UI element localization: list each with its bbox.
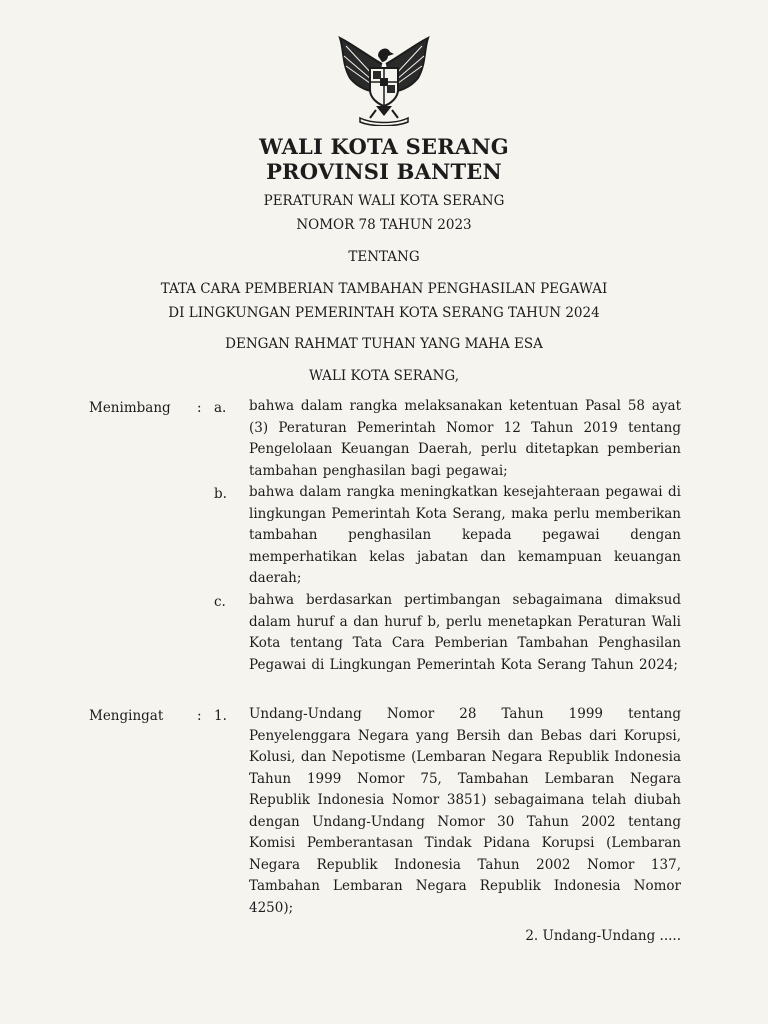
menimbang-item-marker: b. <box>214 486 227 502</box>
menimbang-colon: : <box>197 400 202 416</box>
mengingat-item-marker: 1. <box>214 708 227 724</box>
menimbang-item-text: bahwa dalam rangka melaksanakan ketentuan Pasal 58 ayat (3) Peraturan Pemerintah Nomor 12 Tahun 2019 tentang Pengelolaan Keuangan Daerah, perlu ditetapkan pemberian tambahan penghasilan bagi pegawai; <box>249 398 681 479</box>
mengingat-label: Mengingat <box>89 708 164 724</box>
blessing-line: DENGAN RAHMAT TUHAN YANG MAHA ESA <box>225 336 543 352</box>
regulation-type: PERATURAN WALI KOTA SERANG <box>263 193 505 209</box>
title-line-2: PROVINSI BANTEN <box>266 159 502 184</box>
tentang-heading: TENTANG <box>348 249 420 265</box>
menimbang-label: Menimbang <box>89 400 171 416</box>
menimbang-item-text: bahwa dalam rangka meningkatkan kesejahteraan pegawai di lingkungan Pemerintah Kota Serang, maka perlu memberikan tambahan penghasilan kepada pegawai dengan memperhatikan kelas jabatan dan kemampuan keuangan daerah; <box>249 484 681 586</box>
regulation-number: NOMOR 78 TAHUN 2023 <box>296 217 472 233</box>
mengingat-item-text: Undang-Undang Nomor 28 Tahun 1999 tentang Penyelenggara Negara yang Bersih dan Bebas dari Korupsi, Kolusi, dan Nepotisme (Lembaran Negara Republik Indonesia Tahun 1999 Nomor 75, Tambahan Lembaran Negara Republik Indonesia Nomor 3851) sebagaimana telah diubah dengan Undang-Undang Nomor 30 Tahun 2002 tentang Komisi Pemberantasan Tindak Pidana Korupsi (Lembaran Negara Republik Indonesia Tahun 2002 Nomor 137, Tambahan Lembaran Negara Republik Indonesia Nomor 4250); <box>249 706 681 916</box>
page-continuation: 2. Undang-Undang ..... <box>525 928 681 944</box>
menimbang-item-text: bahwa berdasarkan pertimbangan sebagaimana dimaksud dalam huruf a dan huruf b, perlu menetapkan Peraturan Wali Kota tentang Tata Cara Pemberian Tambahan Penghasilan Pegawai di Lingkungan Pemerintah Kota Serang Tahun 2024; <box>249 592 681 673</box>
menimbang-item-marker: a. <box>214 400 227 416</box>
title-line-1: WALI KOTA SERANG <box>259 134 509 159</box>
authority-line: WALI KOTA SERANG, <box>308 368 460 384</box>
subject-line-1: TATA CARA PEMBERIAN TAMBAHAN PENGHASILAN PEGAWAI <box>160 281 608 297</box>
menimbang-item-marker: c. <box>214 594 226 610</box>
subject-line-2: DI LINGKUNGAN PEMERINTAH KOTA SERANG TAHUN 2024 <box>168 305 600 321</box>
mengingat-colon: : <box>197 708 202 724</box>
garuda-emblem-icon <box>332 34 436 126</box>
